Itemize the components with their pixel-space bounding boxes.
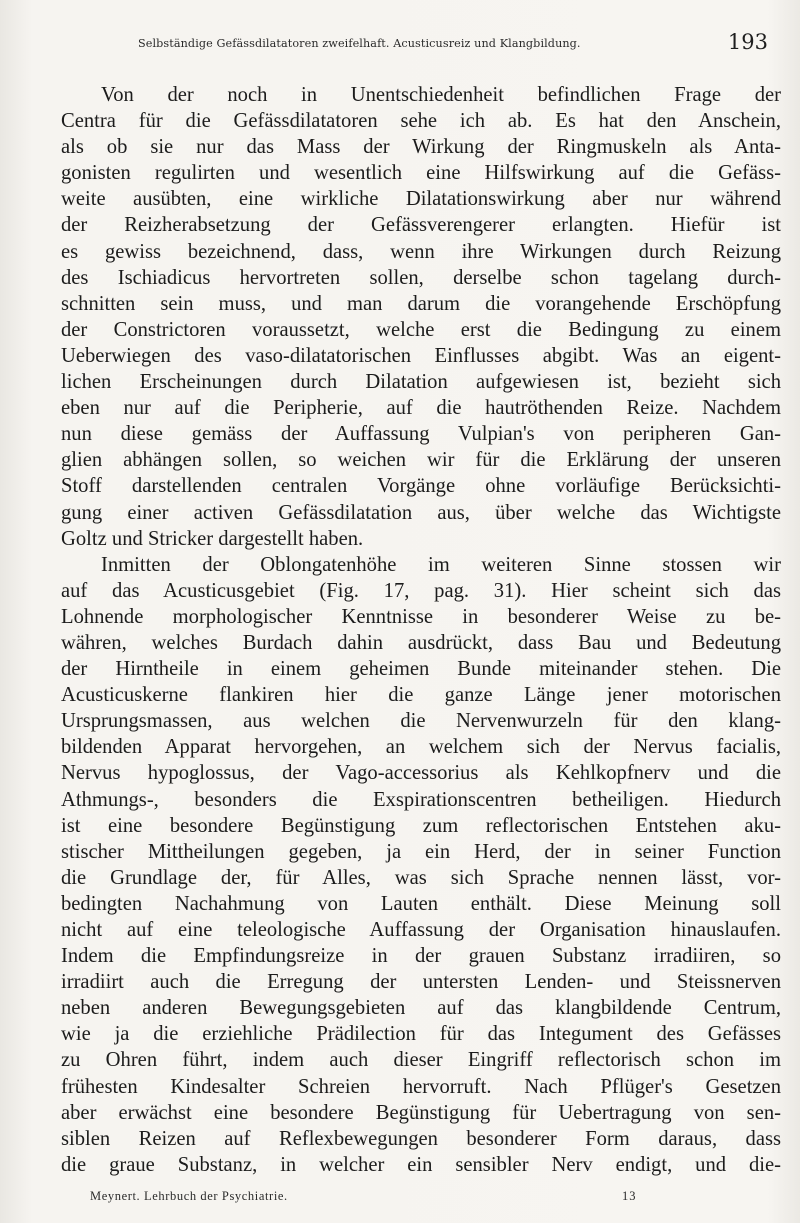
text-line: auf das Acusticusgebiet (Fig. 17, pag. 31). Hier scheint sich das xyxy=(61,579,781,602)
text-line: Inmitten der Oblongatenhöhe im weiteren Sinne stossen wir xyxy=(101,553,781,576)
text-line: Ursprungsmassen, aus welchen die Nervenwurzeln für den klang- xyxy=(61,710,781,733)
text-line: Indem die Empfindungsreize in der grauen Substanz irradiiren, so xyxy=(61,945,781,968)
text-line: weite ausübten, eine wirkliche Dilatationswirkung aber nur während xyxy=(61,188,781,211)
text-line: lichen Erscheinungen durch Dilatation aufgewiesen ist, bezieht sich xyxy=(61,371,781,394)
text-line: Ueberwiegen des vaso-dilatatorischen Einflusses abgibt. Was an eigent- xyxy=(61,344,781,367)
text-line: irradiirt auch die Erregung der untersten Lenden- und Steissnerven xyxy=(61,971,781,994)
text-line: gung einer activen Gefässdilatation aus, über welche das Wichtigste xyxy=(61,501,781,524)
footer-signature-number: 13 xyxy=(622,1189,637,1203)
text-line: Nervus hypoglossus, der Vago-accessorius als Kehlkopfnerv und die xyxy=(61,762,781,785)
text-line: als ob sie nur das Mass der Wirkung der Ringmuskeln als Anta- xyxy=(61,136,781,159)
text-line: Centra für die Gefässdilatatoren sehe ich ab. Es hat den Anschein, xyxy=(61,110,781,133)
text-line: ist eine besondere Begünstigung zum reflectorischen Entstehen aku- xyxy=(61,814,781,837)
text-line: der Hirntheile in einem geheimen Bunde miteinander stehen. Die xyxy=(61,658,781,681)
body-text xyxy=(61,82,781,1178)
text-line: nicht auf eine teleologische Auffassung der Organisation hinauslaufen. xyxy=(61,919,781,941)
text-line: die Grundlage der, für Alles, was sich Sprache nennen lässt, vor- xyxy=(61,866,781,889)
text-line: Stoff darstellenden centralen Vorgänge ohne vorläufige Berücksichti- xyxy=(61,475,781,498)
text-line: aber erwächst eine besondere Begünstigung für Uebertragung von sen- xyxy=(61,1101,781,1124)
text-line: der Reizherabsetzung der Gefässverengerer erlangten. Hiefür ist xyxy=(61,214,781,237)
footer-book-reference: Meynert. Lehrbuch der Psychiatrie. xyxy=(90,1189,288,1203)
text-line: Athmungs-, besonders die Exspirationscentren betheiligen. Hiedurch xyxy=(61,788,781,811)
text-line: frühesten Kindesalter Schreien hervorruft. Nach Pflüger's Gesetzen xyxy=(61,1075,781,1098)
text-line: Von der noch in Unentschiedenheit befindlichen Frage der xyxy=(101,84,781,106)
text-line: bildenden Apparat hervorgehen, an welchem sich der Nervus facialis, xyxy=(61,736,781,759)
text-line: neben anderen Bewegungsgebieten auf das klangbildende Centrum, xyxy=(61,997,781,1020)
text-line: gonisten regulirten und wesentlich eine Hilfswirkung auf die Gefäss- xyxy=(61,162,781,185)
text-line: schnitten sein muss, und man darum die vorangehende Erschöpfung xyxy=(61,292,781,315)
running-head xyxy=(138,30,768,58)
text-line: es gewiss bezeichnend, dass, wenn ihre Wirkungen durch Reizung xyxy=(61,240,781,263)
text-line: eben nur auf die Peripherie, auf die hautröthenden Reize. Nachdem xyxy=(61,397,781,420)
running-head-title: Selbständige Gefässdilatatoren zweifelhaft. Acusticusreiz und Klangbildung. xyxy=(138,37,581,50)
text-line: stischer Mittheilungen gegeben, ja ein Herd, der in seiner Function xyxy=(61,840,781,863)
text-line: bedingten Nachahmung von Lauten enthält. Diese Meinung soll xyxy=(61,892,781,915)
text-line: Acusticuskerne flankiren hier die ganze Länge jener motorischen xyxy=(61,684,781,707)
text-line: des Ischiadicus hervortreten sollen, derselbe schon tagelang durch- xyxy=(61,266,781,289)
text-line: währen, welches Burdach dahin ausdrückt, dass Bau und Bedeutung xyxy=(61,631,781,654)
text-line: siblen Reizen auf Reflexbewegungen besonderer Form daraus, dass xyxy=(61,1127,781,1150)
text-line: wie ja die erziehliche Prädilection für das Integument des Gefässes xyxy=(61,1023,781,1046)
text-line: glien abhängen sollen, so weichen wir für die Erklärung der unseren xyxy=(61,449,781,472)
text-line: Goltz und Stricker dargestellt haben. xyxy=(61,527,364,550)
text-line: zu Ohren führt, indem auch dieser Eingriff reflectorisch schon im xyxy=(61,1049,781,1072)
text-line: nun diese gemäss der Auffassung Vulpian's von peripheren Gan- xyxy=(61,423,781,446)
text-line: der Constrictoren voraussetzt, welche erst die Bedingung zu einem xyxy=(61,318,781,341)
text-line: Lohnende morphologischer Kenntnisse in besonderer Weise zu be- xyxy=(61,605,781,628)
text-line: die graue Substanz, in welcher ein sensibler Nerv endigt, und die- xyxy=(61,1153,781,1176)
page-number: 193 xyxy=(727,30,768,54)
